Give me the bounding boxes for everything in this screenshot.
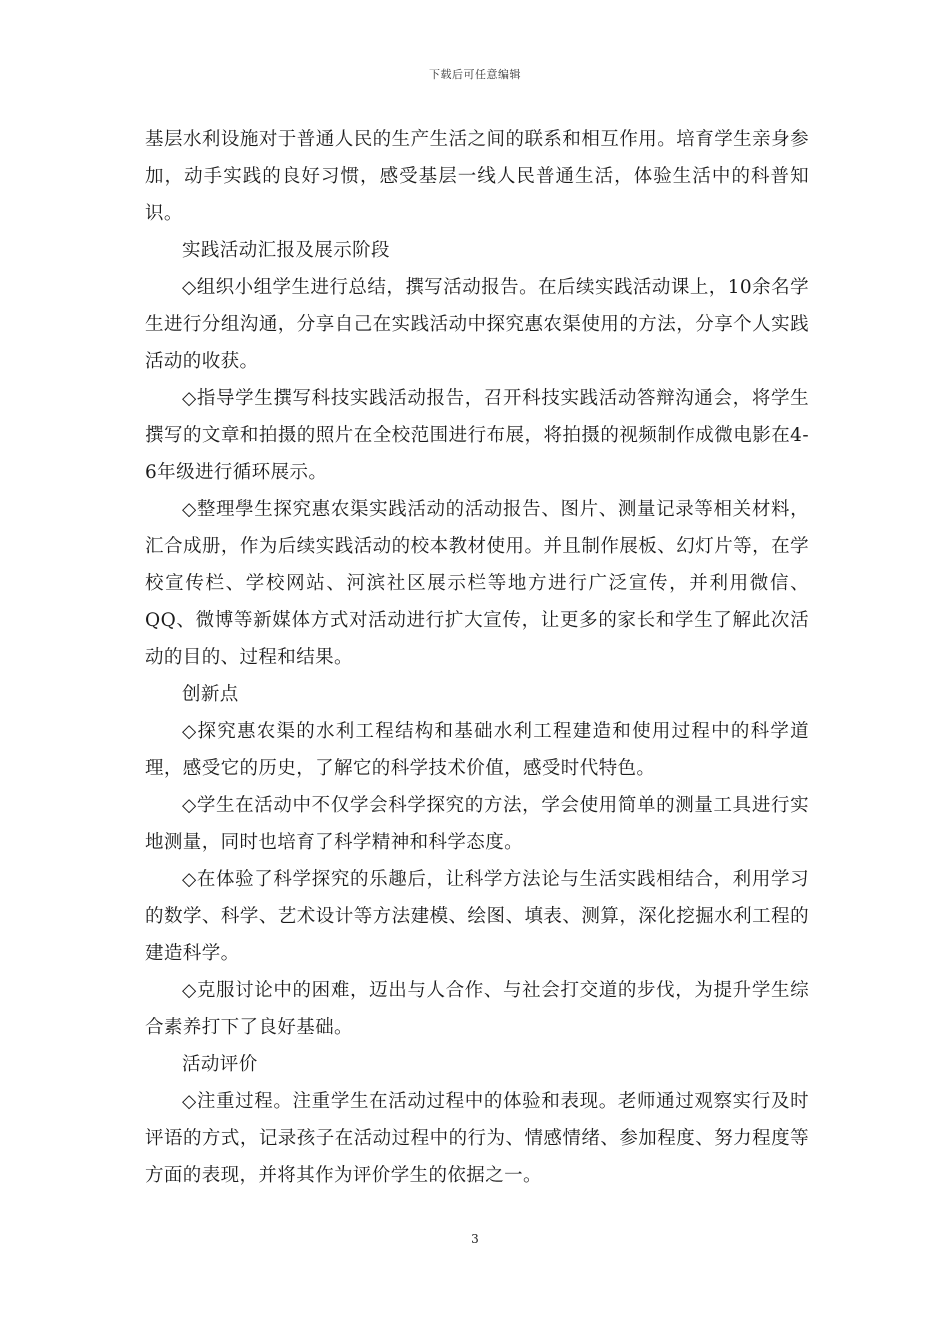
paragraph: ◇指导学生撰写科技实践活动报告，召开科技实践活动答辩沟通会，将学生撰写的文章和拍摄的照片在全校范围进行布展，将拍摄的视频制作成微电影在4- 6年级进行循环展示。 xyxy=(145,388,809,483)
paragraph: ◇在体验了科学探究的乐趣后，让科学方法论与生活实践相结合，利用学习的数学、科学、艺术设计等方法建模、绘图、填表、测算，深化挖掘水利工程的建造科学。 xyxy=(145,869,809,964)
paragraph: ◇组织小组学生进行总结，撰写活动报告。在后续实践活动课上，10余名学生进行分组沟通，分享自己在实践活动中探究惠农渠使用的方法，分享个人实践活动的收获。 xyxy=(145,277,809,372)
page-header: 下载后可任意编辑 xyxy=(429,68,521,81)
paragraph: ◇探究惠农渠的水利工程结构和基础水利工程建造和使用过程中的科学道理，感受它的历史，了解它的科学技术价值，感受时代特色。 xyxy=(145,721,809,779)
paragraph-continuation: 基层水利设施对于普通人民的生产生活之间的联系和相互作用。培育学生亲身参加，动手实践的良好习惯，感受基层一线人民普通生活，体验生活中的科普知识。 xyxy=(145,129,809,224)
paragraph: ◇克服讨论中的困难，迈出与人合作、与社会打交道的步伐，为提升学生综合素养打下了良好基础。 xyxy=(145,980,809,1038)
paragraph: ◇整理學生探究惠农渠实践活动的活动报告、图片、测量记录等相关材料，汇合成册，作为后续实践活动的校本教材使用。并且制作展板、幻灯片等，在学校宣传栏、学校网站、河滨社区展示栏等地方进行广泛宣传，并利用微信、QQ、微博等新媒体方式对活动进行扩大宣传，让更多的家长和学生了解此次活动的目的、过程和结果。 xyxy=(145,499,809,668)
section-heading-evaluation: 活动评价 xyxy=(182,1054,258,1075)
section-heading-presentation: 实践活动汇报及展示阶段 xyxy=(182,240,390,261)
paragraph: ◇注重过程。注重学生在活动过程中的体验和表现。老师通过观察实行及时评语的方式，记录孩子在活动过程中的行为、情感情绪、参加程度、努力程度等方面的表现，并将其作为评价学生的依据之一。 xyxy=(145,1091,809,1186)
document-body xyxy=(145,121,809,1194)
paragraph: ◇学生在活动中不仅学会科学探究的方法，学会使用简单的测量工具进行实地测量，同时也培育了科学精神和科学态度。 xyxy=(145,795,809,853)
page-number: 3 xyxy=(471,1232,479,1246)
section-heading-innovation: 创新点 xyxy=(182,684,239,705)
